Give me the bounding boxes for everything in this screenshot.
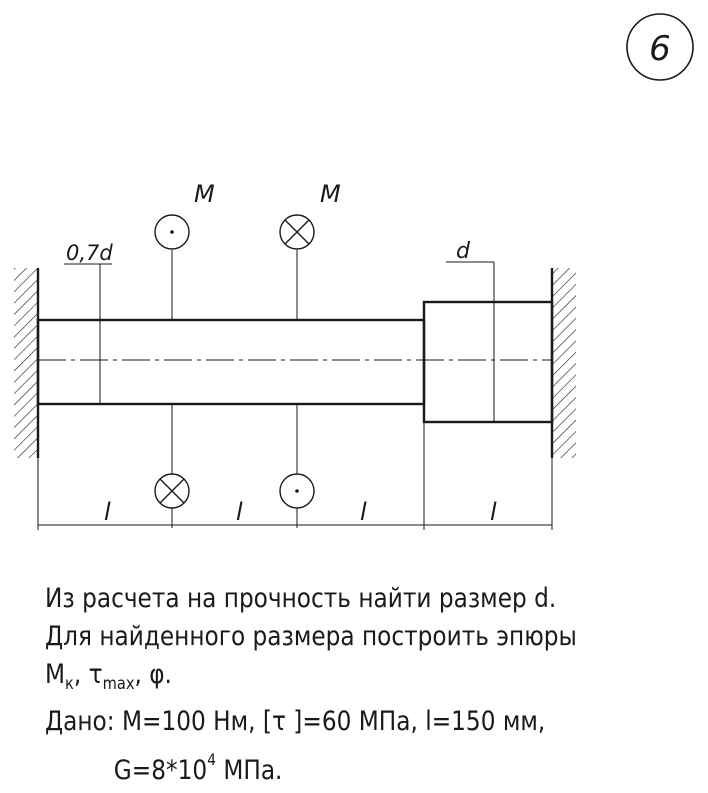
task-line-4: Дано: М=100 Нм, [τ ]=60 МПа, l=150 мм, [45, 706, 546, 737]
tau-symbol: , τ [73, 659, 103, 690]
task-line-1: Из расчета на прочность найти размер d. [45, 583, 557, 614]
dim-large-label: d [456, 239, 470, 264]
shaft-thick-section [424, 302, 552, 422]
mk-symbol: М [45, 659, 66, 690]
right-wall [552, 268, 576, 458]
shaft-thin-section [38, 320, 424, 404]
length-label-3: l [360, 498, 367, 526]
task-line-3 [45, 656, 577, 703]
modulus-base: G=8*10 [113, 755, 208, 786]
moment-top-right-label: M [320, 180, 341, 208]
dim-large-diameter [446, 239, 494, 422]
moment-bottom-left [155, 404, 189, 528]
dim-small-label: 0,7d [66, 241, 113, 265]
variant-number: 6 [649, 29, 671, 69]
left-wall [14, 268, 38, 458]
task-line-5 [45, 741, 577, 790]
modulus-exponent: 4 [207, 750, 216, 769]
task-line-2: Для найденного размера построить эпюры [45, 621, 577, 652]
length-label-4: l [490, 498, 497, 526]
mk-subscript: к [65, 674, 74, 694]
phi-symbol: , φ. [134, 659, 172, 690]
moment-top-left [155, 180, 215, 320]
task-statement [45, 580, 577, 790]
length-label-2: l [236, 498, 243, 526]
dim-small-diameter [64, 241, 113, 404]
moment-top-left-label: M [194, 180, 215, 208]
modulus-unit: МПа. [215, 755, 283, 786]
tau-subscript: max [102, 674, 135, 694]
length-label-1: l [104, 498, 111, 526]
variant-badge [627, 14, 693, 80]
moment-bottom-right [280, 404, 314, 528]
moment-top-right [280, 180, 341, 320]
